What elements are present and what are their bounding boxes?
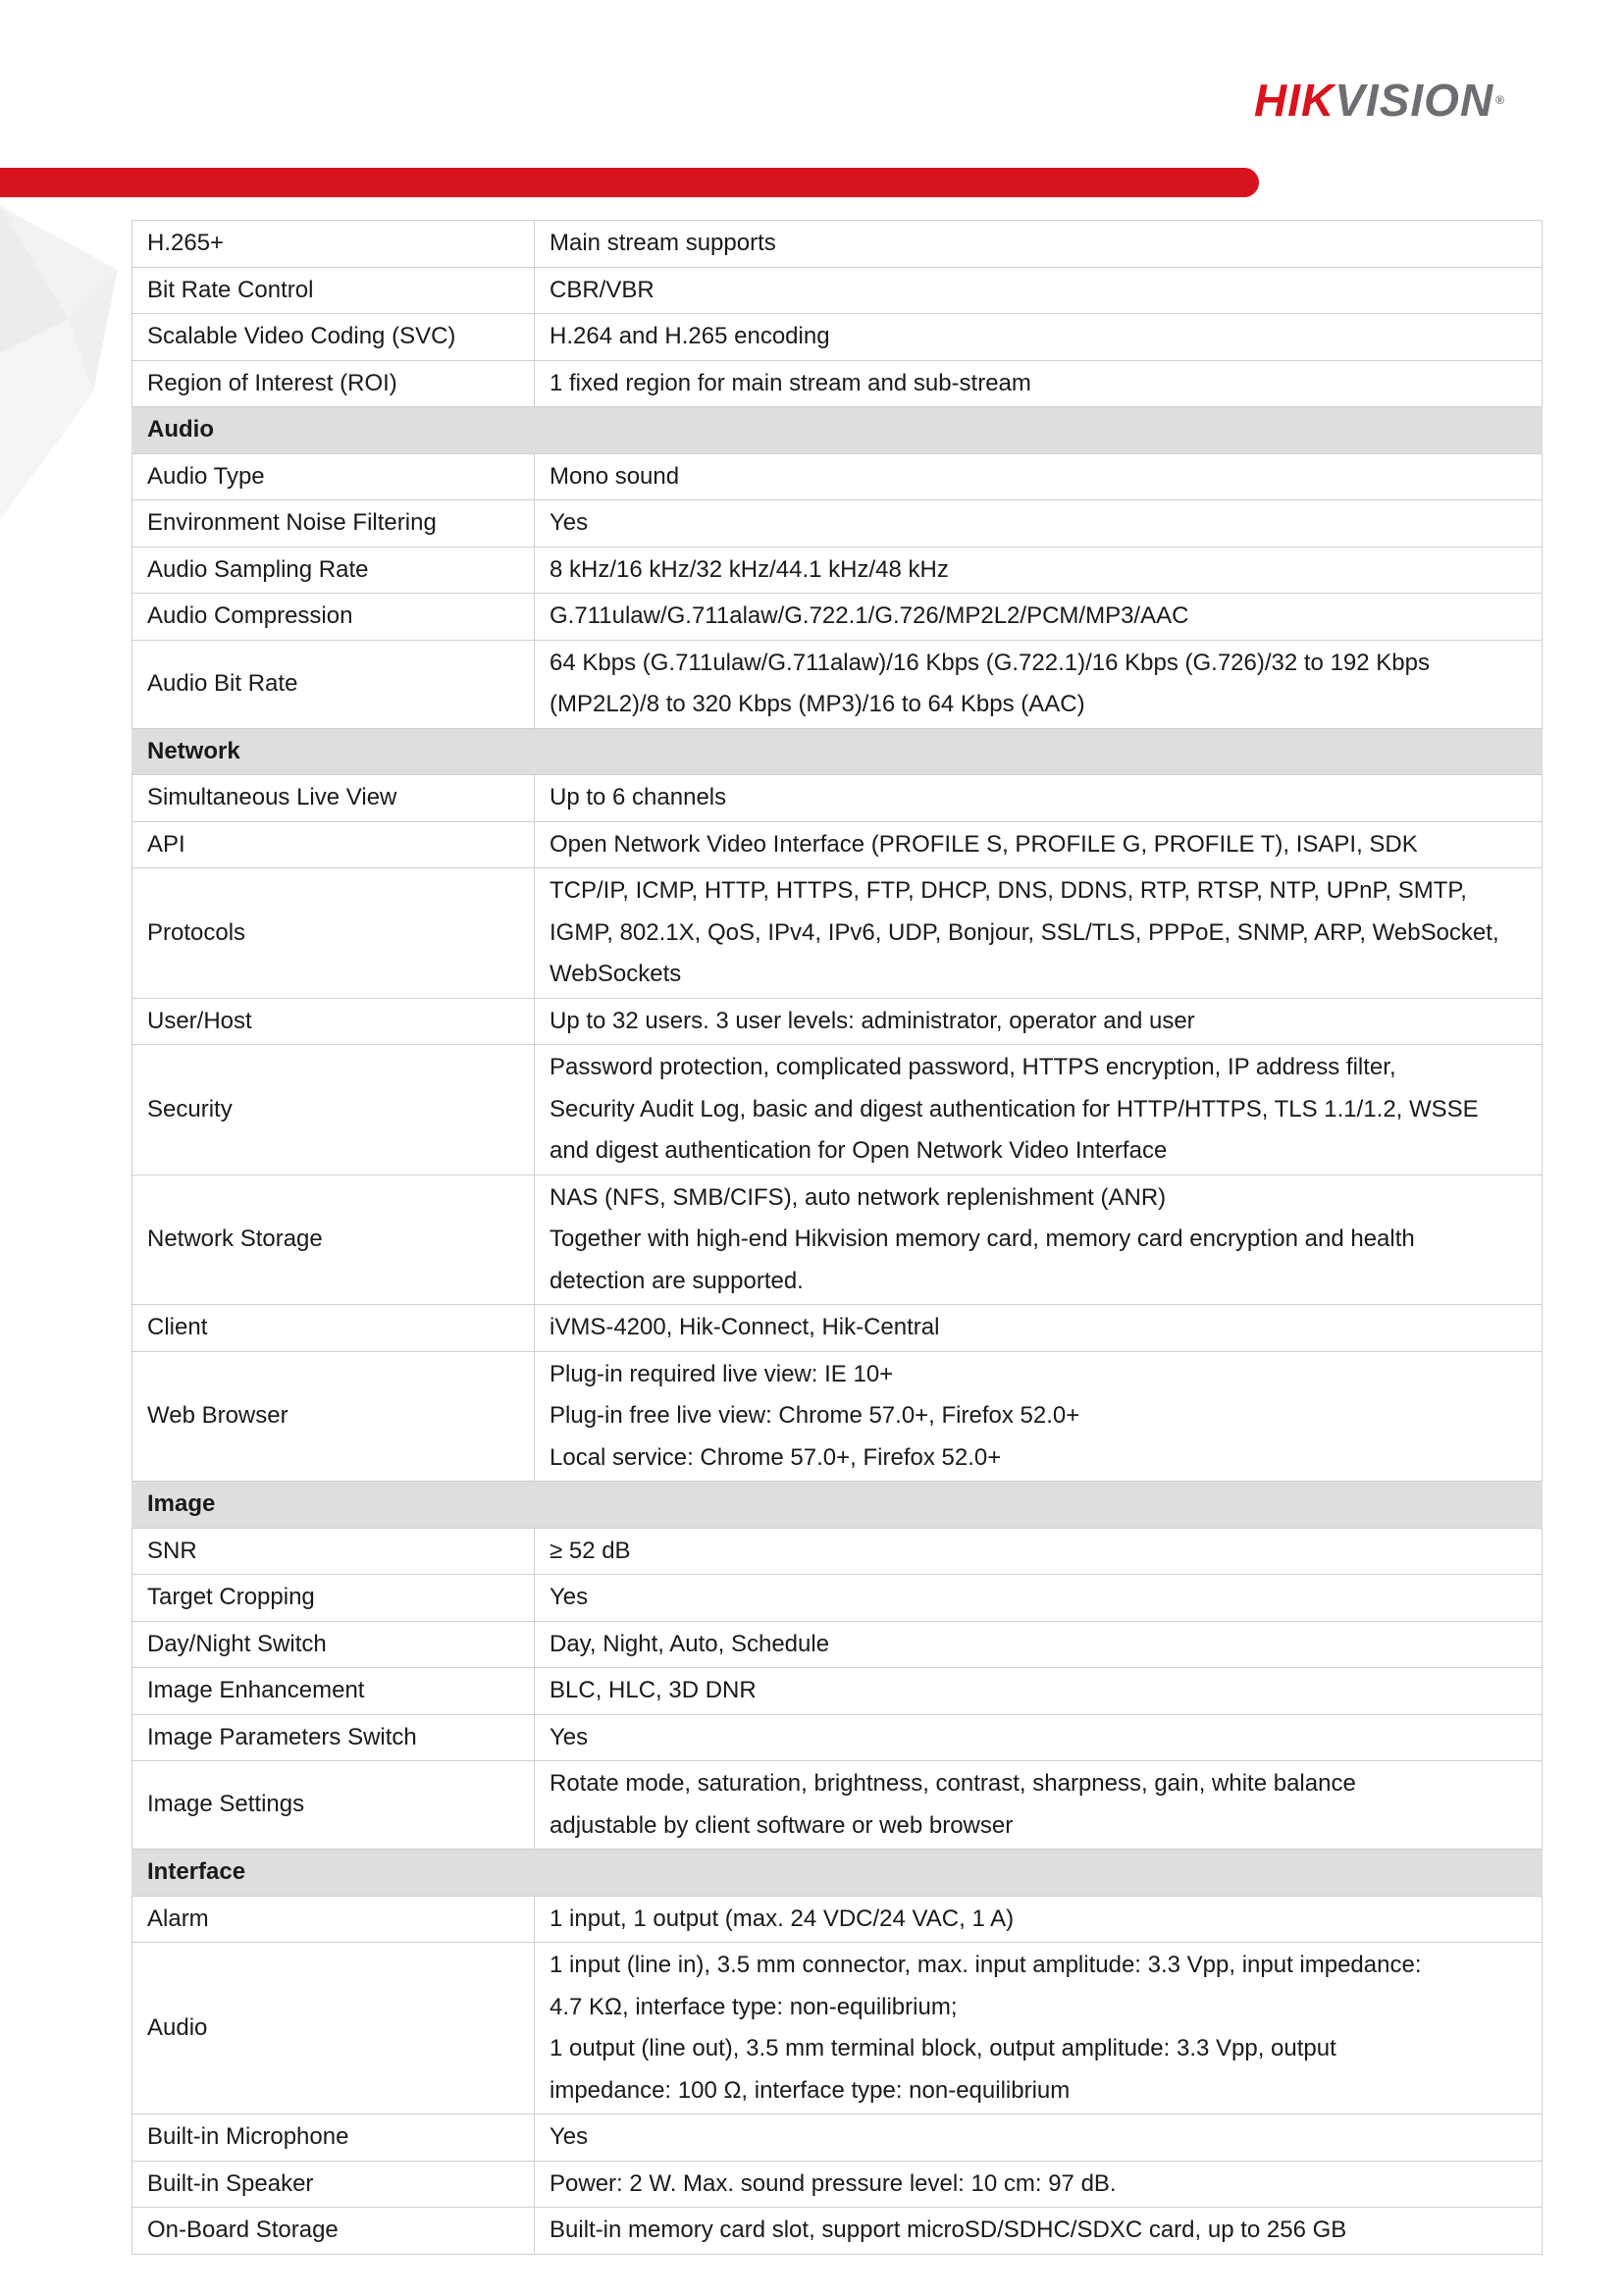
spec-value-line: IGMP, 802.1X, QoS, IPv4, IPv6, UDP, Bonjour, SSL/TLS, PPPoE, SNMP, ARP, WebSocket, — [550, 918, 1499, 946]
spec-value-line: 4.7 KΩ, interface type: non-equilibrium; — [550, 1993, 958, 2020]
spec-value-line: G.711ulaw/G.711alaw/G.722.1/G.726/MP2L2/PCM/MP3/AAC — [550, 602, 1189, 629]
spec-label: Built-in Microphone — [132, 2114, 535, 2162]
spec-label: Day/Night Switch — [132, 1621, 535, 1668]
spec-value-line: and digest authentication for Open Network Video Interface — [550, 1137, 1168, 1164]
spec-value — [535, 453, 1543, 500]
spec-table-body — [132, 221, 1543, 2255]
spec-value-line: impedance: 100 Ω, interface type: non-equilibrium — [550, 2076, 1071, 2104]
spec-value — [535, 360, 1543, 407]
logo-vision-text: VISION — [1335, 75, 1494, 126]
spec-label: SNR — [132, 1528, 535, 1575]
spec-row — [132, 1305, 1543, 1352]
spec-value-line: 1 fixed region for main stream and sub-stream — [550, 369, 1031, 396]
spec-row — [132, 453, 1543, 500]
spec-label: Web Browser — [132, 1351, 535, 1482]
spec-value-line: 1 output (line out), 3.5 mm terminal block, output amplitude: 3.3 Vpp, output — [550, 2035, 1336, 2061]
spec-value-line: Password protection, complicated password, HTTPS encryption, IP address filter, — [550, 1054, 1396, 1080]
spec-value — [535, 1045, 1543, 1175]
watermark-shape-icon — [0, 196, 128, 530]
spec-value-line: CBR/VBR — [550, 276, 654, 303]
spec-value — [535, 500, 1543, 548]
logo-hik-text: HIK — [1254, 75, 1335, 126]
spec-row — [132, 1896, 1543, 1943]
spec-value-line: Yes — [550, 1723, 589, 1750]
spec-value — [535, 1351, 1543, 1482]
spec-value — [535, 1896, 1543, 1943]
spec-value-line: 8 kHz/16 kHz/32 kHz/44.1 kHz/48 kHz — [550, 555, 949, 583]
spec-value-line: adjustable by client software or web browser — [550, 1811, 1014, 1839]
section-header — [132, 728, 1543, 775]
spec-row — [132, 314, 1543, 361]
spec-value-line: Yes — [550, 1584, 589, 1610]
spec-row — [132, 1351, 1543, 1482]
spec-value — [535, 1528, 1543, 1575]
spec-value-line: Yes — [550, 2123, 589, 2150]
section-header-filler — [535, 407, 1543, 454]
spec-value-line: 1 input (line in), 3.5 mm connector, max. input amplitude: 3.3 Vpp, input impedance: — [550, 1952, 1422, 1978]
spec-label: Built-in Speaker — [132, 2161, 535, 2208]
spec-row — [132, 221, 1543, 268]
spec-value-line: Together with high-end Hikvision memory card, memory card encryption and health — [550, 1226, 1415, 1252]
spec-value-line: Up to 32 users. 3 user levels: administrator, operator and user — [550, 1007, 1195, 1034]
spec-value-line: Main stream supports — [550, 230, 776, 256]
spec-label: Audio Sampling Rate — [132, 547, 535, 594]
spec-value — [535, 2114, 1543, 2162]
spec-label: Audio — [132, 1943, 535, 2114]
spec-row — [132, 2161, 1543, 2208]
spec-value — [535, 2208, 1543, 2255]
spec-label: Audio Bit Rate — [132, 640, 535, 728]
spec-label: On-Board Storage — [132, 2208, 535, 2255]
spec-row — [132, 547, 1543, 594]
section-header-filler — [535, 1482, 1543, 1529]
spec-row — [132, 267, 1543, 314]
spec-value-line: Day, Night, Auto, Schedule — [550, 1630, 830, 1657]
spec-row — [132, 594, 1543, 641]
spec-label: Target Cropping — [132, 1575, 535, 1622]
section-title: Network — [132, 728, 535, 775]
spec-value — [535, 1943, 1543, 2114]
spec-value-line: 64 Kbps (G.711ulaw/G.711alaw)/16 Kbps (G.722.1)/16 Kbps (G.726)/32 to 192 Kbps — [550, 649, 1430, 676]
spec-table — [131, 220, 1543, 2255]
spec-row — [132, 1761, 1543, 1850]
spec-value-line: ≥ 52 dB — [550, 1537, 631, 1564]
spec-value — [535, 775, 1543, 822]
spec-value — [535, 1761, 1543, 1850]
spec-label: Image Settings — [132, 1761, 535, 1850]
spec-value-line: Up to 6 channels — [550, 784, 727, 810]
spec-row — [132, 500, 1543, 548]
spec-label: Bit Rate Control — [132, 267, 535, 314]
spec-value-line: Power: 2 W. Max. sound pressure level: 10 cm: 97 dB. — [550, 2169, 1117, 2197]
spec-value-line: BLC, HLC, 3D DNR — [550, 1677, 757, 1703]
registered-mark: ® — [1495, 93, 1506, 107]
spec-label: Region of Interest (ROI) — [132, 360, 535, 407]
spec-value — [535, 998, 1543, 1045]
spec-row — [132, 1668, 1543, 1715]
spec-label: Network Storage — [132, 1174, 535, 1305]
spec-value — [535, 221, 1543, 268]
spec-value — [535, 594, 1543, 641]
spec-row — [132, 775, 1543, 822]
spec-value — [535, 1668, 1543, 1715]
spec-row — [132, 1575, 1543, 1622]
section-header — [132, 1850, 1543, 1897]
spec-value — [535, 640, 1543, 728]
spec-value-line: Yes — [550, 509, 589, 536]
spec-value — [535, 1174, 1543, 1305]
spec-value-line: WebSockets — [550, 961, 682, 987]
spec-value-line: iVMS-4200, Hik-Connect, Hik-Central — [550, 1314, 940, 1340]
section-header-filler — [535, 728, 1543, 775]
spec-label: Simultaneous Live View — [132, 775, 535, 822]
spec-label: Alarm — [132, 1896, 535, 1943]
spec-row — [132, 1045, 1543, 1175]
section-title: Audio — [132, 407, 535, 454]
spec-row — [132, 821, 1543, 868]
spec-row — [132, 360, 1543, 407]
spec-value-line: Plug-in required live view: IE 10+ — [550, 1360, 894, 1387]
section-title: Interface — [132, 1850, 535, 1897]
spec-value-line: 1 input, 1 output (max. 24 VDC/24 VAC, 1 A) — [550, 1905, 1015, 1932]
spec-value — [535, 1714, 1543, 1761]
spec-value-line: H.264 and H.265 encoding — [550, 323, 830, 349]
header-red-bar — [0, 168, 1259, 197]
spec-value-line: Built-in memory card slot, support microSD/SDHC/SDXC card, up to 256 GB — [550, 2217, 1347, 2243]
spec-row — [132, 1528, 1543, 1575]
section-header — [132, 407, 1543, 454]
spec-value — [535, 267, 1543, 314]
spec-label: API — [132, 821, 535, 868]
spec-row — [132, 1174, 1543, 1305]
spec-label: Security — [132, 1045, 535, 1175]
spec-value-line: Rotate mode, saturation, brightness, contrast, sharpness, gain, white balance — [550, 1770, 1356, 1797]
spec-value-line: TCP/IP, ICMP, HTTP, HTTPS, FTP, DHCP, DNS, DDNS, RTP, RTSP, NTP, UPnP, SMTP, — [550, 877, 1467, 904]
spec-label: Audio Compression — [132, 594, 535, 641]
spec-label: H.265+ — [132, 221, 535, 268]
spec-label: Image Parameters Switch — [132, 1714, 535, 1761]
spec-row — [132, 2114, 1543, 2162]
spec-row — [132, 1943, 1543, 2114]
spec-value — [535, 547, 1543, 594]
section-header-filler — [535, 1850, 1543, 1897]
spec-label: Client — [132, 1305, 535, 1352]
spec-label: Audio Type — [132, 453, 535, 500]
spec-value-line: Plug-in free live view: Chrome 57.0+, Firefox 52.0+ — [550, 1402, 1080, 1429]
spec-value — [535, 1621, 1543, 1668]
spec-row — [132, 1714, 1543, 1761]
spec-row — [132, 998, 1543, 1045]
section-title: Image — [132, 1482, 535, 1529]
spec-value — [535, 868, 1543, 999]
spec-value-line: NAS (NFS, SMB/CIFS), auto network replenishment (ANR) — [550, 1183, 1167, 1211]
spec-label: Image Enhancement — [132, 1668, 535, 1715]
spec-value-line: Mono sound — [550, 462, 680, 490]
spec-value-line: Open Network Video Interface (PROFILE S, PROFILE G, PROFILE T), ISAPI, SDK — [550, 830, 1418, 858]
spec-row — [132, 640, 1543, 728]
spec-value — [535, 2161, 1543, 2208]
spec-label: Protocols — [132, 868, 535, 999]
spec-value — [535, 1575, 1543, 1622]
spec-row — [132, 1621, 1543, 1668]
spec-value-line: detection are supported. — [550, 1267, 804, 1294]
spec-value — [535, 314, 1543, 361]
spec-value — [535, 1305, 1543, 1352]
spec-label: User/Host — [132, 998, 535, 1045]
spec-row — [132, 868, 1543, 999]
spec-label: Environment Noise Filtering — [132, 500, 535, 548]
spec-value-line: Security Audit Log, basic and digest authentication for HTTP/HTTPS, TLS 1.1/1.2, WSSE — [550, 1095, 1479, 1122]
spec-value-line: Local service: Chrome 57.0+, Firefox 52.0+ — [550, 1443, 1002, 1471]
spec-value — [535, 821, 1543, 868]
section-header — [132, 1482, 1543, 1529]
spec-value-line: (MP2L2)/8 to 320 Kbps (MP3)/16 to 64 Kbps (AAC) — [550, 691, 1085, 717]
spec-row — [132, 2208, 1543, 2255]
hikvision-logo — [1254, 77, 1568, 124]
spec-label: Scalable Video Coding (SVC) — [132, 314, 535, 361]
